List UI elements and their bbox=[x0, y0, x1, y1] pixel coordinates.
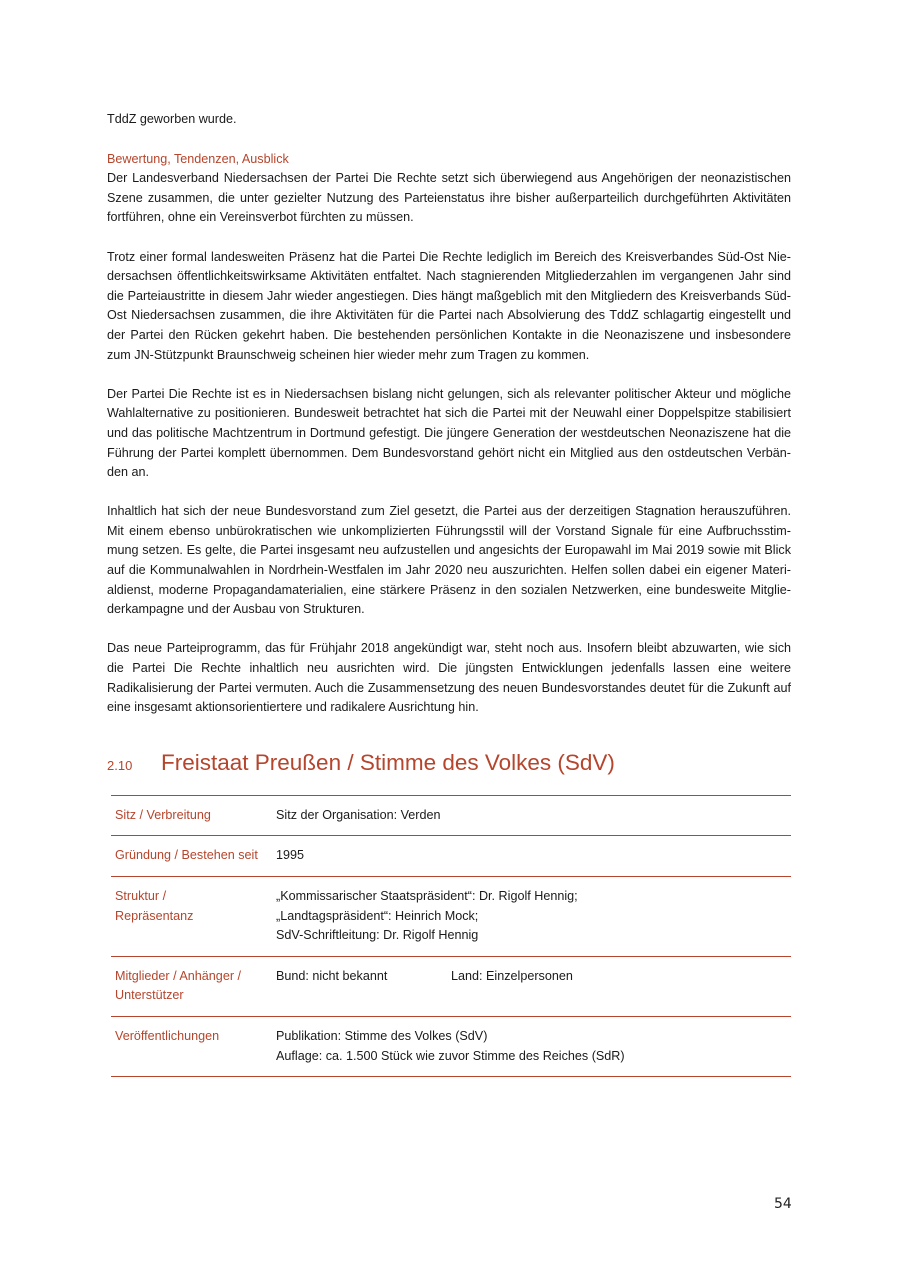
value-line: Auflage: ca. 1.500 Stück wie zuvor Stimme des Reiches (SdR) bbox=[276, 1048, 625, 1063]
bund-value: Bund: nicht bekannt bbox=[276, 968, 388, 983]
paragraph-1: Der Landesverband Niedersachsen der Partei Die Rechte setzt sich überwiegend aus Angehörigen der neonazistischen Szene zusammen, die unter gezielter Nutzung des Parteienstatus ihre bisher außerparteilich durchgeführten Aktivitäten fortführen, ohne ein Vereinsverbot fürchten zu müssen. bbox=[107, 171, 791, 225]
table-row-mitglieder bbox=[111, 956, 791, 1016]
section-number: 2.10 bbox=[107, 757, 133, 773]
paragraph-3: Der Partei Die Rechte ist es in Niedersachsen bislang nicht gelungen, sich als relevanter politischer Akteur und mögliche Wahlalternative zu positionieren. Bundesweit betrachtet hat sich die Partei mit der Neuwahl einer Doppelspitze stabilisiert und das politische Machtzentrum in Dortmund gefestigt. Die jüngere Generation der westdeutschen Neonaziszene hat die Führung der Partei komplett übernommen. Dem Bundesvorstand gehört nicht ein Mitglied aus den ostdeutschen Verbänden an. bbox=[107, 386, 791, 480]
table-row-veroeffentlichungen bbox=[111, 1016, 791, 1076]
row-label: Veröffentlichungen bbox=[111, 1016, 272, 1076]
page-content bbox=[107, 110, 791, 1077]
subheading: Bewertung, Tendenzen, Ausblick bbox=[107, 151, 289, 166]
label-line: Unterstützer bbox=[115, 988, 184, 1003]
lead-line: TddZ geworben wurde. bbox=[107, 112, 237, 126]
value-line: SdV-Schriftleitung: Dr. Rigolf Hennig bbox=[276, 928, 479, 943]
section-heading bbox=[107, 750, 791, 776]
label-line: Struktur / bbox=[115, 889, 167, 903]
organization-info-table bbox=[111, 795, 791, 1077]
value-line: „Landtagspräsident“: Heinrich Mock; bbox=[276, 908, 479, 923]
row-label bbox=[111, 877, 272, 957]
row-label: Gründung / Bestehen seit bbox=[111, 836, 272, 877]
row-value bbox=[272, 877, 791, 957]
value-line: Publikation: Stimme des Volkes (SdV) bbox=[276, 1028, 488, 1043]
table-row-struktur bbox=[111, 877, 791, 957]
table-row-gruendung bbox=[111, 836, 791, 877]
row-value bbox=[272, 1016, 791, 1076]
paragraph-4: Inhaltlich hat sich der neue Bundesvorstand zum Ziel gesetzt, die Partei aus der derzeitigen Stagnation herauszuführen. Mit einem ebenso unbürokratischen wie unkomplizierten Führungsstil will der Vorstand Signale für eine Aufbruchsstimmung setzen. Es gelte, die Partei insgesamt neu aufzustellen und angesichts der Europawahl im Mai 2019 sowie mit Blick auf die Kommunalwahlen in Nordrhein-Westfalen im Jahr 2020 neu auszurichten. Helfen sollen dabei ein eigener Materialdienst, moderne Propagandamaterialien, eine stärkere Präsenz in den sozialen Netzwerken, eine bundesweite Mitgliederkampagne und der Ausbau von Strukturen. bbox=[107, 504, 791, 617]
row-value: Sitz der Organisation: Verden bbox=[272, 795, 791, 836]
row-label: Sitz / Verbreitung bbox=[111, 795, 272, 836]
row-value bbox=[272, 956, 791, 1016]
row-label bbox=[111, 956, 272, 1016]
label-line: Mitglieder / Anhänger / bbox=[115, 968, 242, 983]
value-line: „Kommissarischer Staatspräsident“: Dr. Rigolf Hennig; bbox=[276, 889, 578, 903]
row-value: 1995 bbox=[272, 836, 791, 877]
page-number: 54 bbox=[774, 1196, 792, 1212]
label-line: Repräsentanz bbox=[115, 908, 194, 923]
table-row-sitz bbox=[111, 795, 791, 836]
paragraph-2: Trotz einer formal landesweiten Präsenz hat die Partei Die Rechte lediglich im Bereich des Kreisverbandes Süd-Ost Niedersachsen öffentlichkeitswirksame Aktivitäten entfaltet. Nach stagnierenden Mitgliederzahlen im vergangenen Jahr sind die Parteiaustritte in diesem Jahr wieder angestiegen. Dies hängt maßgeblich mit den Mitgliedern des Kreisverbands Süd-Ost Niedersachsen zusammen, die ihre Aktivitäten für die Partei nach Absolvierung des TddZ schlagartig eingestellt und der Partei den Rücken gekehrt haben. Die bestehenden persönlichen Kontakte in die Neonaziszene und insbesondere zum JN-Stützpunkt Braunschweig scheinen hier wieder mehr zum Tragen zu kommen. bbox=[107, 249, 791, 362]
land-value: Land: Einzelpersonen bbox=[451, 968, 573, 983]
section-title: Freistaat Preußen / Stimme des Volkes (SdV) bbox=[161, 749, 615, 775]
paragraph-5: Das neue Parteiprogramm, das für Frühjahr 2018 angekündigt war, steht noch aus. Insofern bleibt abzuwarten, wie sich die Partei Die Rechte inhaltlich neu ausrichten wird. Die jüngsten Entwicklungen jedenfalls lassen eine weitere Radikalisierung der Partei vermuten. Auch die Zusammensetzung des neuen Bundesvorstandes deutet für die Zukunft auf eine insgesamt aktionsorientiertere und radikalere Ausrichtung hin. bbox=[107, 641, 791, 715]
